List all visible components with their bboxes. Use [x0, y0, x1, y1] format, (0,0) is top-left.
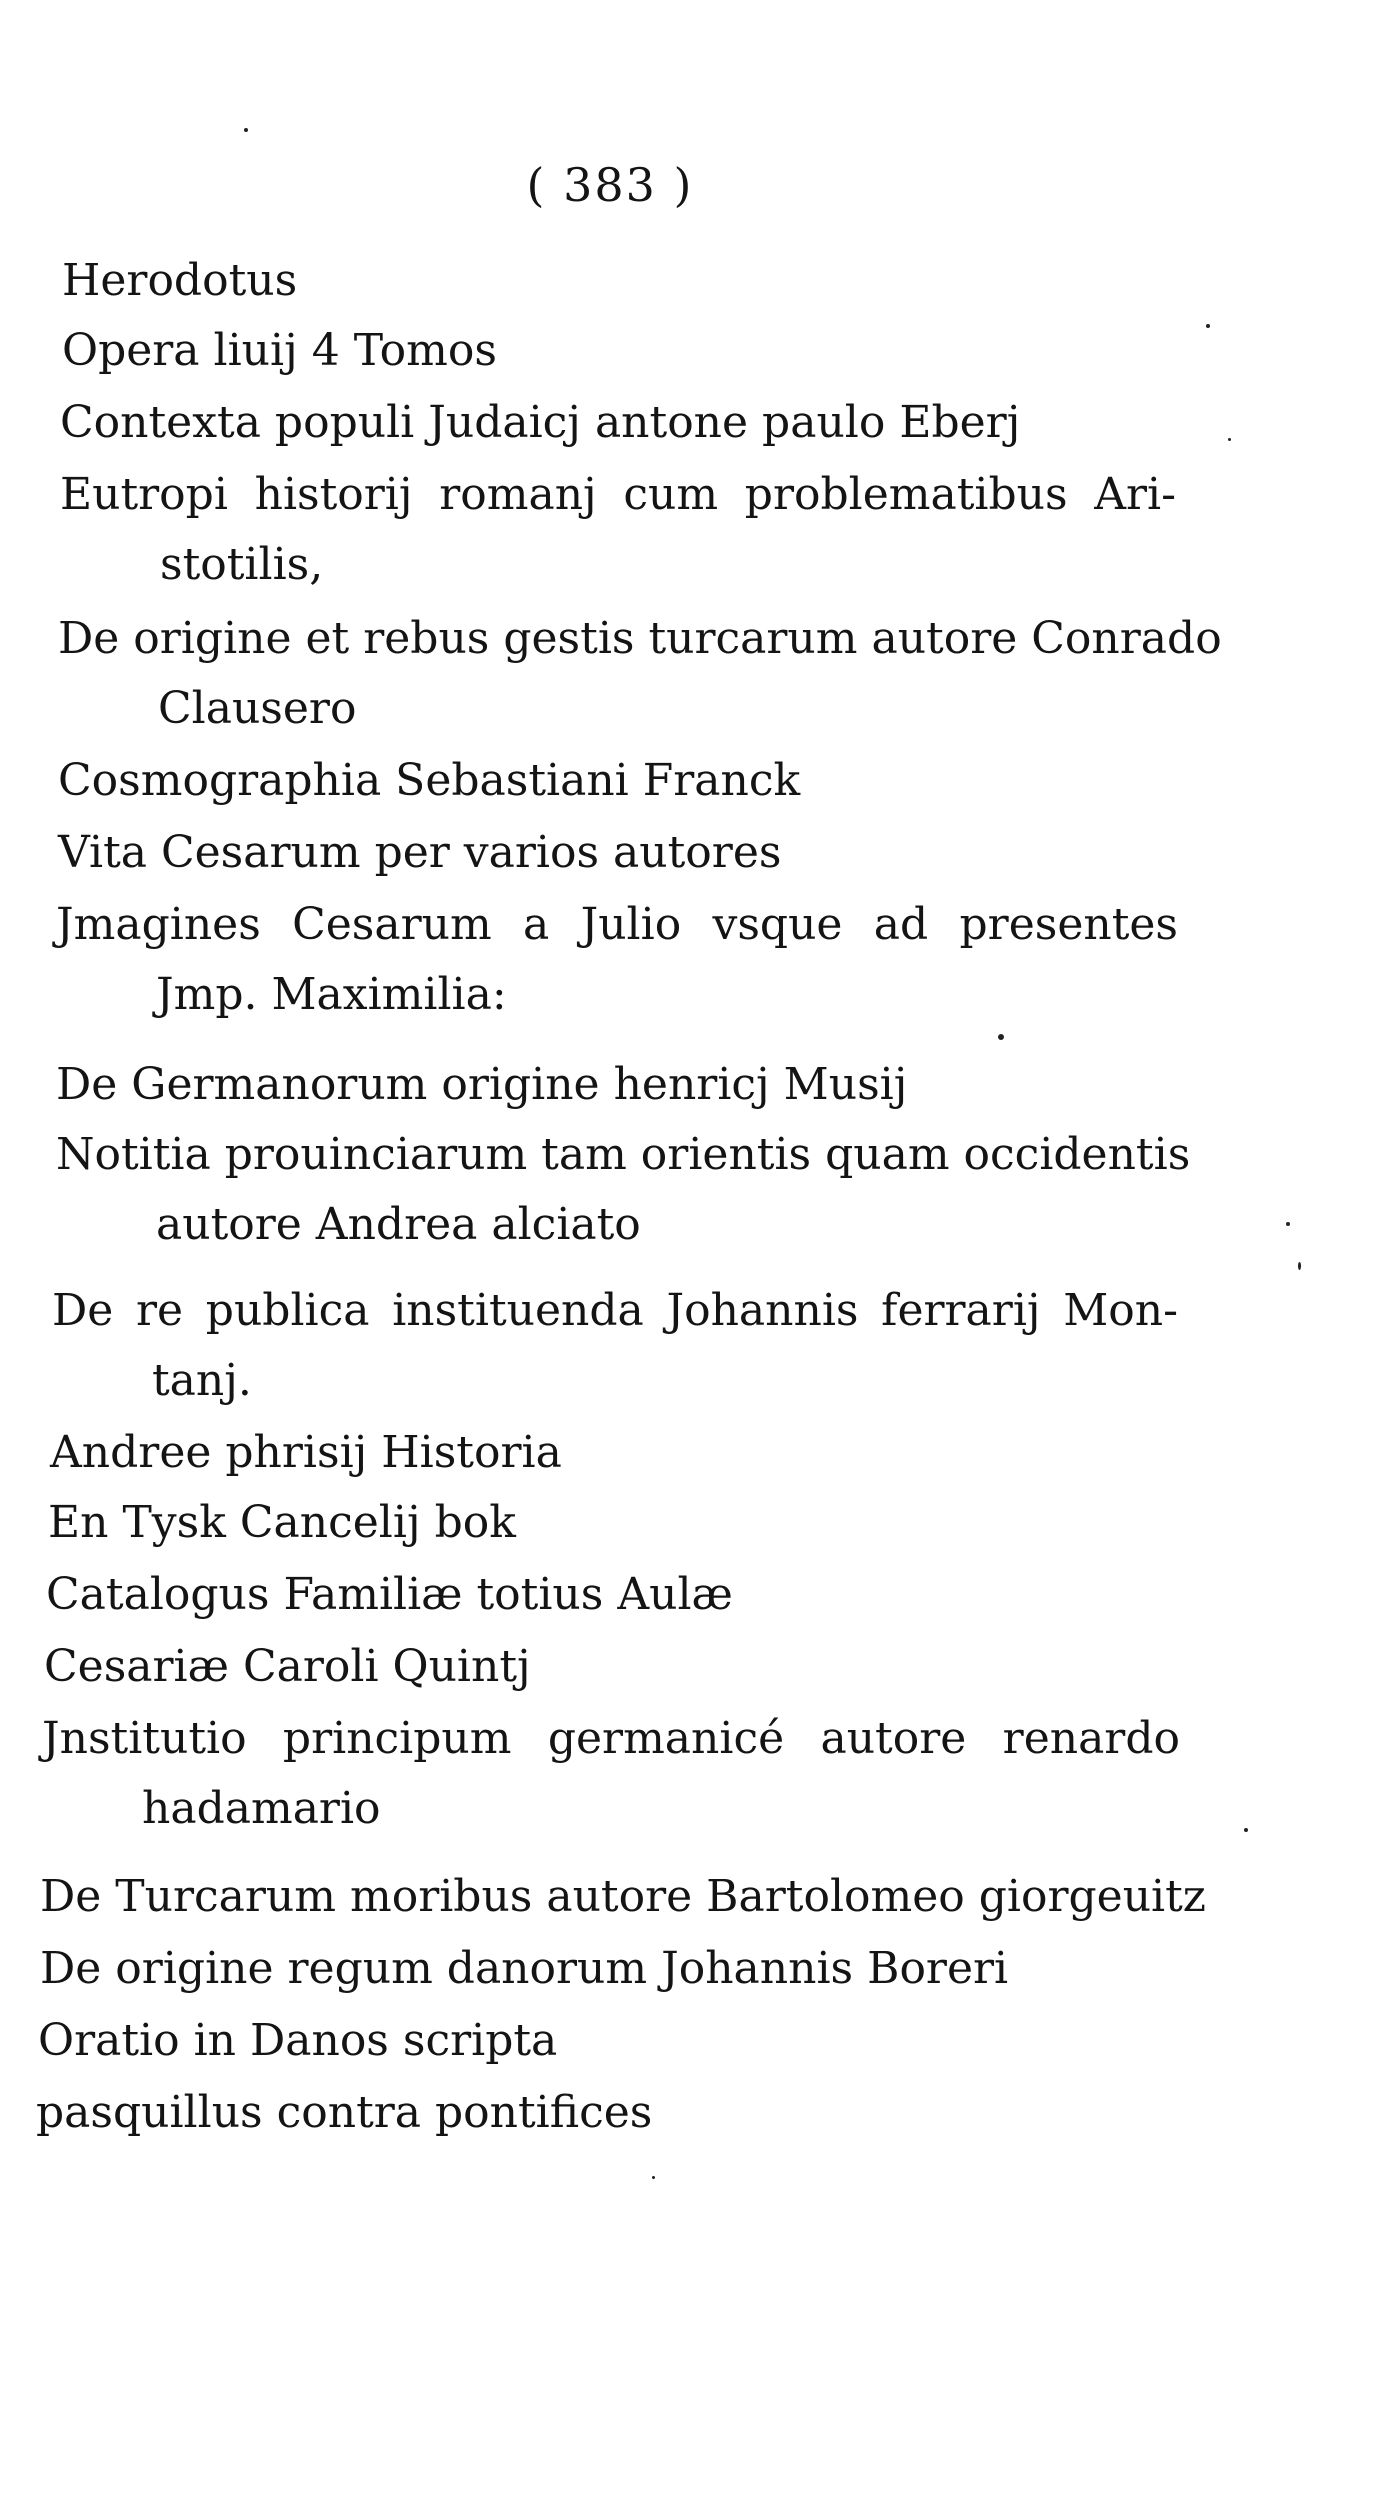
catalogue-entry [58, 818, 781, 888]
catalogue-entry [58, 604, 1222, 744]
entry-text: Vita Cesarum per varios autores [58, 827, 782, 878]
catalogue-entry [36, 2078, 652, 2148]
catalogue-entry [56, 890, 1178, 1030]
catalogue-entry [38, 2006, 557, 2076]
entry-text: Jnstitutio principum germanicé autore renardo [42, 1713, 1180, 1764]
entry-text: Cosmographia Sebastiani Franck [58, 755, 801, 806]
entry-text: Notitia prouinciarum tam orientis quam occidentis [56, 1129, 1191, 1180]
scan-speck [998, 1034, 1004, 1040]
catalogue-entry [58, 746, 800, 816]
catalogue-entry [40, 1862, 1206, 1932]
catalogue-entry [42, 1704, 1180, 1844]
entry-text: Herodotus [62, 255, 298, 306]
catalogue-entry [40, 1934, 1008, 2004]
catalogue-entry [56, 1050, 907, 1120]
entry-continuation: Jmp. Maximilia: [156, 969, 507, 1020]
scan-speck [244, 128, 248, 132]
catalogue-entry [62, 246, 297, 316]
catalogue-entry [62, 316, 497, 386]
catalogue-entry [52, 1276, 1178, 1416]
scan-speck [1228, 438, 1231, 441]
scan-speck [1298, 1262, 1301, 1270]
entry-text: En Tysk Cancelij bok [48, 1497, 516, 1548]
scan-speck [1244, 1828, 1248, 1832]
entry-text: Oratio in Danos scripta [38, 2015, 558, 2066]
page-number: ( 383 ) [526, 158, 694, 212]
entry-text: De origine regum danorum Johannis Boreri [40, 1943, 1009, 1994]
entry-text: Cesariæ Caroli Quintj [44, 1641, 531, 1692]
catalogue-entry [60, 388, 1020, 458]
catalogue-entry [46, 1560, 733, 1630]
catalogue-entry [60, 460, 1176, 600]
entry-continuation: hadamario [142, 1783, 381, 1834]
catalogue-entry [56, 1120, 1191, 1260]
entry-text: De Turcarum moribus autore Bartolomeo giorgeuitz [40, 1871, 1206, 1922]
entry-continuation: stotilis, [160, 539, 324, 590]
entry-text: De re publica instituenda Johannis ferrarij Mon- [52, 1285, 1178, 1336]
scan-speck [652, 2176, 655, 2179]
entry-continuation: Clausero [158, 683, 357, 734]
entry-text: Eutropi historij romanj cum problematibus Ari- [60, 469, 1176, 520]
entry-text: Catalogus Familiæ totius Aulæ [46, 1569, 733, 1620]
catalogue-entry [50, 1418, 562, 1488]
entry-text: De Germanorum origine henricj Musij [56, 1059, 908, 1110]
entry-continuation: autore Andrea alciato [156, 1199, 641, 1250]
entry-text: Opera liuij 4 Tomos [62, 325, 497, 376]
scan-speck [1286, 1222, 1290, 1226]
entry-text: pasquillus contra pontifices [36, 2087, 653, 2138]
scan-speck [1206, 324, 1210, 328]
entry-text: Andree phrisij Historia [50, 1427, 562, 1478]
catalogue-entry [48, 1488, 516, 1558]
entry-text: De origine et rebus gestis turcarum autore Conrado [58, 613, 1222, 664]
entry-text: Contexta populi Judaicj antone paulo Eberj [60, 397, 1021, 448]
entry-continuation: tanj. [152, 1355, 252, 1406]
entry-text: Jmagines Cesarum a Julio vsque ad presentes [56, 899, 1178, 950]
catalogue-entry [44, 1632, 531, 1702]
